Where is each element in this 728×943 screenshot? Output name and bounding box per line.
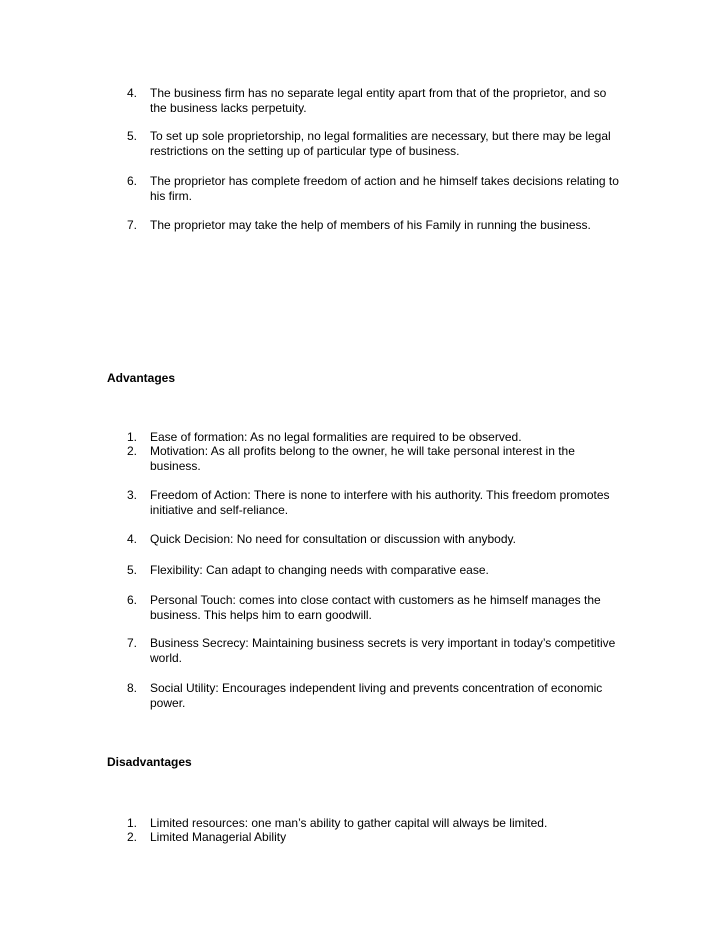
list-text: The proprietor may take the help of members of his Family in running the business.: [150, 218, 591, 232]
list-text: The proprietor has complete freedom of action and he himself takes decisions relating to his firm.: [150, 174, 619, 203]
list-text: Flexibility: Can adapt to changing needs with comparative ease.: [150, 563, 489, 577]
list-number: 6.: [127, 174, 138, 188]
list-number: 7.: [127, 636, 138, 650]
section-heading-disadvantages: Disadvantages: [107, 755, 192, 769]
list-text: Freedom of Action: There is none to interfere with his authority. This freedom promotes initiative and self-reliance.: [150, 488, 610, 517]
list-text: Ease of formation: As no legal formalities are required to be observed.: [150, 430, 522, 444]
list-text: To set up sole proprietorship, no legal formalities are necessary, but there may be legal restrictions on the setting up of particular type of business.: [150, 129, 611, 158]
list-number: 8.: [127, 681, 138, 695]
list-number: 2.: [127, 444, 138, 458]
list-number: 7.: [127, 218, 138, 232]
list-text: Business Secrecy: Maintaining business secrets is very important in today’s competitive world.: [150, 636, 616, 665]
list-text: Limited Managerial Ability: [150, 830, 287, 844]
list-text: Quick Decision: No need for consultation or discussion with anybody.: [150, 532, 516, 546]
list-number: 5.: [127, 563, 138, 577]
list-text: Limited resources: one man’s ability to gather capital will always be limited.: [150, 816, 548, 830]
list-number: 4.: [127, 532, 138, 546]
list-number: 4.: [127, 86, 138, 100]
section-heading-advantages: Advantages: [107, 371, 176, 385]
list-number: 6.: [127, 593, 138, 607]
list-text: Personal Touch: comes into close contact with customers as he himself manages the business. This helps him to earn goodwill.: [150, 593, 601, 622]
list-number: 1.: [127, 430, 138, 444]
list-number: 3.: [127, 488, 138, 502]
list-number: 2.: [127, 830, 138, 844]
list-text: Motivation: As all profits belong to the owner, he will take personal interest in the business.: [150, 444, 575, 473]
list-text: The business firm has no separate legal entity apart from that of the proprietor, and so the business lacks perpetuity.: [150, 86, 607, 115]
list-text: Social Utility: Encourages independent living and prevents concentration of economic power.: [150, 681, 603, 710]
list-number: 1.: [127, 816, 138, 830]
list-number: 5.: [127, 129, 138, 143]
